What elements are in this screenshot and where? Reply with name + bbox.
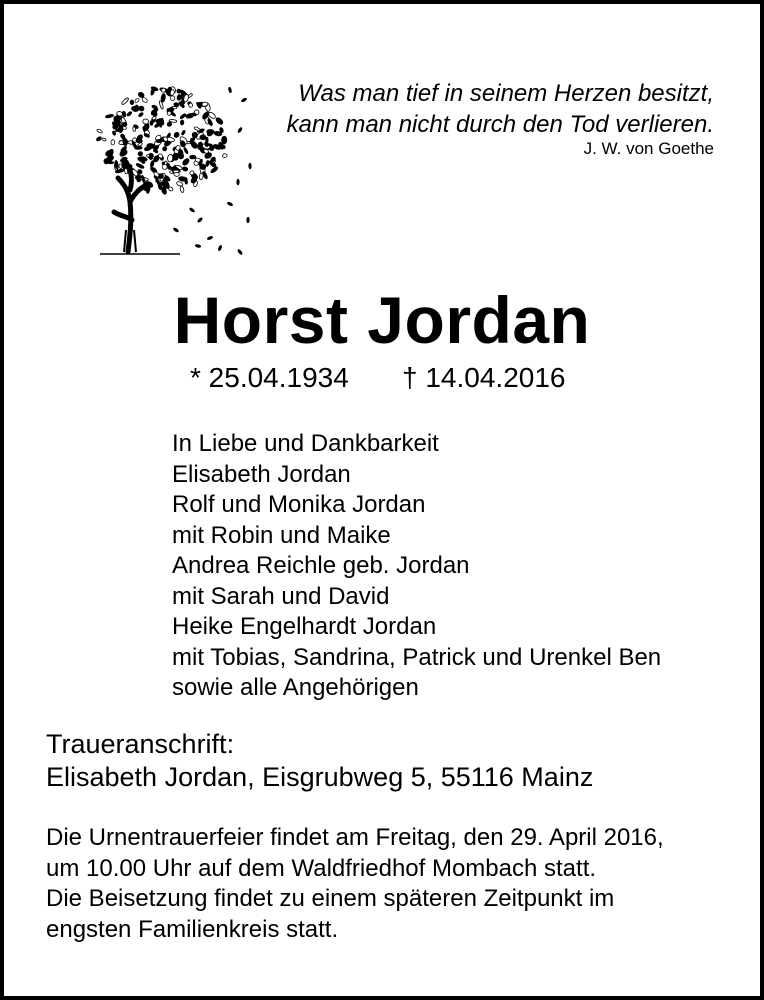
family-line: Rolf und Monika Jordan [172,491,426,518]
family-line: Heike Engelhardt Jordan [172,613,437,640]
family-line: mit Robin und Maike [172,521,391,549]
quote-line-2: kann man nicht durch den Tod verlieren. [286,111,714,138]
family-list [172,429,661,704]
ceremony-line: Die Beisetzung findet zu einem späteren Zeitpunkt im [46,885,615,912]
address-label: Traueranschrift: [46,729,235,759]
family-line: In Liebe und Dankbarkeit [172,430,439,457]
family-line: mit Tobias, Sandrina, Patrick und Urenkel Ben [172,643,662,671]
ceremony-line: um 10.00 Uhr auf dem Waldfriedhof Mombach statt. [46,854,597,882]
death-date: † 14.04.2016 [402,362,566,393]
ceremony-info [46,823,664,945]
family-line: Andrea Reichle geb. Jordan [172,552,470,579]
family-line: Elisabeth Jordan [172,460,351,488]
birth-date: * 25.04.1934 [190,362,349,393]
memorial-quote [287,78,714,140]
family-line: mit Sarah und David [172,582,390,610]
deceased-name: Horst Jordan [173,283,591,357]
ceremony-line: engsten Familienkreis statt. [46,915,339,943]
address-value: Elisabeth Jordan, Eisgrubweg 5, 55116 Mainz [46,762,594,792]
family-line: sowie alle Angehörigen [172,674,419,701]
quote-line-1: Was man tief in seinem Herzen besitzt, [298,80,714,107]
quote-author: J. W. von Goethe [583,139,714,158]
ceremony-line: Die Urnentrauerfeier findet am Freitag, den 29. April 2016, [46,824,664,851]
tree-icon [80,70,256,260]
